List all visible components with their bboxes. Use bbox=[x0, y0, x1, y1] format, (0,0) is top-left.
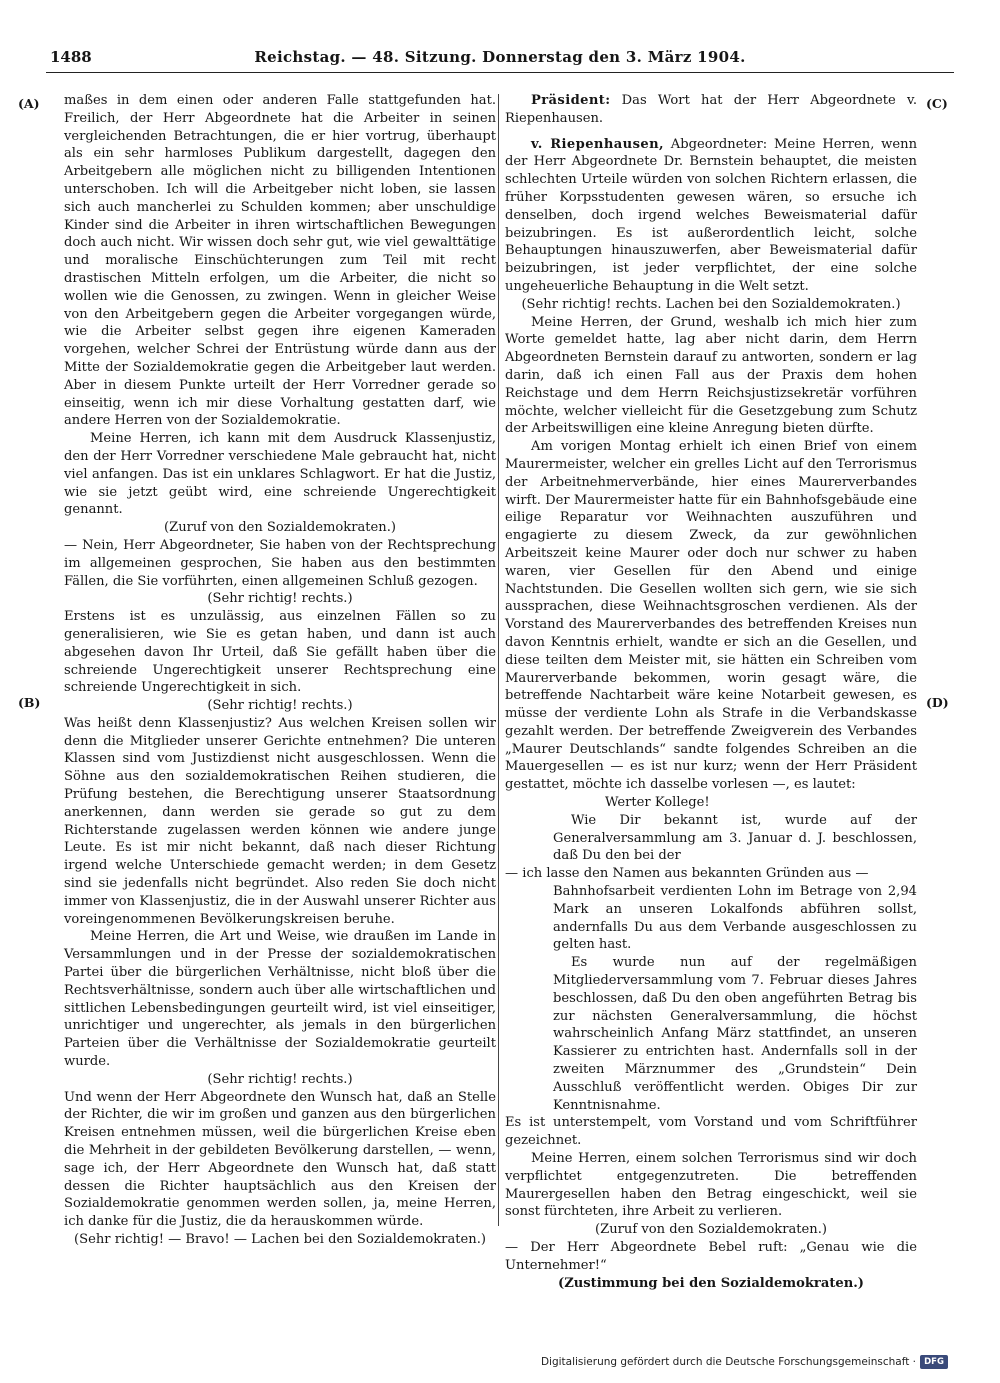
running-head: Reichstag. — 48. Sitzung. Donnerstag den 3. März 1904. bbox=[254, 48, 746, 66]
letter-paragraph: Es wurde nun auf der regelmäßigen Mitgliederversammlung vom 7. Februar dieses Jahres beschlossen, daß Du den oben angeführten Betrag bis zur nächsten Generalversammlung, die höchst wahrscheinlich Anfang März stattfindet, an unseren Kassierer zu entrichten hast. Andernfalls soll in der zweiten Märznummer des „Grundstein“ Dein Ausschluß veröffentlicht werden. Obiges Dir zur Kenntnisnahme. bbox=[553, 955, 917, 1113]
paragraph: — Nein, Herr Abgeordneter, Sie haben von der Rechtsprechung im allgemeinen gesprochen, Sie haben aus den bestimmten Fällen, die Sie vorführten, einen allgemeinen Schluß gezogen. bbox=[64, 537, 496, 589]
page-number: 1488 bbox=[50, 48, 92, 66]
interjection: (Sehr richtig! rechts.) bbox=[207, 591, 353, 607]
digitization-credit bbox=[541, 1355, 948, 1369]
column-divider bbox=[498, 94, 499, 1226]
paragraph: — Der Herr Abgeordnete Bebel ruft: „Genau wie die Unternehmer!“ bbox=[505, 1240, 917, 1273]
paragraph: Erstens ist es unzulässig, aus einzelnen Fällen so zu generalisieren, wie Sie es getan haben, und dann ist auch abgesehen davon Ihr Urteil, daß Sie gefällt haben über die schreiende Ungerechtigkeit unserer Rechtsprechung eine schreiende Ungerechtigkeit in sich. bbox=[64, 609, 496, 696]
speaker-name: v. Riepenhausen, bbox=[531, 136, 664, 152]
interjection: (Zuruf von den Sozialdemokraten.) bbox=[594, 1222, 828, 1238]
paragraph: Meine Herren, der Grund, weshalb ich mich hier zum Worte gemeldet hatte, lag aber nicht darin, dem Herrn Abgeordneten Bernstein darauf zu antworten, sondern er lag darin, daß ich einen Fall aus der Praxis dem hohen Reichstage und dem Herrn Reichsjustizsekretär vorführen möchte, welcher vielleicht für die Gesetzgebung zum Schutz der Arbeitswilligen eine kleine Anregung bieten dürfte. bbox=[505, 314, 917, 437]
page-header bbox=[46, 46, 954, 73]
president-statement: Präsident: Das Wort hat der Herr Abgeordnete v. Riepenhausen. bbox=[505, 93, 917, 126]
letter-aside: — ich lasse den Namen aus bekannten Gründen aus — bbox=[505, 866, 869, 882]
interjection: (Sehr richtig! rechts.) bbox=[207, 1071, 353, 1087]
left-column bbox=[64, 92, 496, 1249]
credit-text: Digitalisierung gefördert durch die Deutsche Forschungsgemeinschaft · bbox=[540, 1356, 916, 1368]
paragraph: maßes in dem einen oder anderen Falle stattgefunden hat. Freilich, der Herr Abgeordnete hat die Arbeiter in seinen vergleichenden Betrachtungen, die er hier vortrug, überhaupt als ein sehr harmloses Publikum dargestellt, dagegen den Arbeitgebern alle möglichen nicht zu billigenden Intentionen unterschoben. Ich will die Arbeitgeber nicht loben, sie lassen sich auch mancherlei zu Schulden kommen; aber unschuldige Kinder sind die Arbeiter in ihren wirtschaftlichen Bewegungen doch auch nicht. Wir wissen doch sehr gut, wie viel gewalttätige und moralische Einschüchterungen zum Teil mit recht drastischen Mitteln erfolgen, um die Arbeiter, die nicht so wollen wie die Genossen, zu zwingen. Wenn in gleicher Weise von den Arbeitgebern gegen die Arbeiter vorgegangen würde, wie die Arbeiter selbst gegen ihre eigenen Kameraden vorgehen, welcher Schrei der Entrüstung würde dann aus der Mitte der Sozialdemokratie gegen die Arbeitgeber laut werden. Aber in diesem Punkte urteilt der Herr Vorredner gerade so einseitig, wenn ich mir diese Vorhaltung gestatten darf, wie andere Herren von der Sozialdemokratie. bbox=[64, 93, 496, 429]
letter-paragraph: Wie Dir bekannt ist, wurde auf der Generalversammlung am 3. Januar d. J. beschlossen, daß Du den bei der bbox=[553, 812, 917, 864]
interjection: (Sehr richtig! rechts. Lachen bei den Sozialdemokraten.) bbox=[521, 296, 901, 312]
margin-marker-a: (A) bbox=[18, 96, 40, 111]
paragraph: Was heißt denn Klassenjustiz? Aus welchen Kreisen sollen wir denn die Mitglieder unserer Gerichte entnehmen? Die unteren Klassen sind vom Justizdienst nicht ausgeschlossen. Wenn die Söhne aus den sozialdemokratischen Reihen studieren, die Prüfung bestehen, die Berechtigung unserer Staatsordnung anerkennen, dann werden sie gerade so gut zu dem Richterstande zugelassen werden können wie andere junge Leute. Es ist mir nicht bekannt, daß nach dieser Richtung irgend welche Unterschiede gemacht werden; in dem Gesetz sind sie jedenfalls nicht begründet. Also reden Sie doch nicht immer von Klassenjustiz, die in der Auswahl unserer Richter aus voreingenommenen Bevölkerungskreisen beruhe. bbox=[64, 715, 496, 927]
paragraph: Am vorigen Montag erhielt ich einen Brief von einem Maurermeister, welcher ein grelles Licht auf den Terrorismus der Arbeitnehmerverbände, hier eines Maurerverbandes wirft. Der Maurermeister hatte für ein Bahnhofsgebäude eine eilige Reparatur vor Weihnachten auszuführen und engagierte zu diesem Zweck, da zur gewöhnlichen Arbeitszeit keine Maurer oder doch nur schwer zu haben waren, vier Gesellen für den Abend und einige Nachtstunden. Die Gesellen wollten sich gern, wie sie sich aussprachen, diese Weihnachtsgroschen verdienen. Als der Vorstand des Maurerverbandes des betreffenden Kreises nun davon Kenntnis erhielt, wandte er sich an die Gesellen, und diese teilten dem Meister mit, sie hätten ein Schreiben vom Maurerverbande bekommen, worin gesagt wäre, die betreffende Nachtarbeit wäre keine Notarbeit gewesen, es müsse der verdiente Lohn als Strafe in die Verbandskasse gezahlt werden. Der betreffende Zweigverein des Verbandes „Maurer Deutschlands“ sandte folgendes Schreiben an die Mauergesellen — es ist nur kurz; wenn der Herr Präsident gestattet, möchte ich dasselbe vorlesen —, es lautet: bbox=[505, 439, 917, 793]
interjection: (Sehr richtig! — Bravo! — Lachen bei den Sozialdemokraten.) bbox=[74, 1232, 486, 1247]
speech-opening: v. Riepenhausen, Abgeordneter: Meine Herren, wenn der Herr Abgeordnete Dr. Bernstein behauptet, die meisten schlechten Urteile würden von solchen Richtern erlassen, die früher Korpsstudenten gewesen wären, so ersuche ich denselben, doch irgend welches Beweismaterial dafür beizubringen. Es ist außerordentlich leicht, solche Behauptungen hinauszuwerfen, aber Beweismaterial dafür beizubringen, ist jeder verpflichtet, der eine solche ungeheuerliche Behauptung in die Welt setzt. bbox=[505, 136, 917, 294]
interjection: (Zustimmung bei den Sozialdemokraten.) bbox=[558, 1275, 864, 1291]
right-column bbox=[505, 92, 917, 1292]
paragraph: Meine Herren, einem solchen Terrorismus sind wir doch verpflichtet entgegenzutreten. Die betreffenden Maurergesellen haben den Betrag eingeschickt, weil sie sonst fürchteten, ihre Arbeit zu verlieren. bbox=[505, 1151, 917, 1220]
letter-salutation: Werter Kollege! bbox=[605, 795, 710, 811]
dfg-logo-icon: DFG bbox=[920, 1355, 948, 1369]
speaker-name: Präsident: bbox=[531, 93, 611, 108]
margin-marker-b: (B) bbox=[18, 695, 41, 710]
speaker-role: Abgeordneter: bbox=[670, 136, 768, 152]
letter-paragraph: Bahnhofsarbeit verdienten Lohn im Betrage von 2,94 Mark an unseren Lokalfonds abführen sollst, andernfalls Du aus dem Verbande ausgeschlossen zu gelten hast. bbox=[553, 884, 917, 953]
margin-marker-d: (D) bbox=[926, 695, 949, 710]
interjection: (Sehr richtig! rechts.) bbox=[207, 698, 353, 714]
paragraph: Meine Herren, die Art und Weise, wie draußen im Lande in Versammlungen und in der Presse der sozialdemokratischen Partei über die bürgerlichen Verhältnisse, nicht bloß über die Rechtsverhältnisse, sondern auch über alle wirtschaftlichen und sittlichen Lebensbedingungen geurteilt wird, ist viel einseitiger, unrichtiger und ungerechter, als jemals in den bürgerlichen Parteien über die Verhältnisse der Sozialdemokratie geurteilt wurde. bbox=[64, 929, 496, 1070]
margin-marker-c: (C) bbox=[926, 96, 948, 111]
paragraph: Es ist unterstempelt, vom Vorstand und vom Schriftführer gezeichnet. bbox=[505, 1115, 917, 1149]
interjection: (Zuruf von den Sozialdemokraten.) bbox=[163, 520, 397, 536]
paragraph: Und wenn der Herr Abgeordnete den Wunsch hat, daß an Stelle der Richter, die wir im großen und ganzen aus den bürgerlichen Kreisen entnehmen müssen, weil die bürgerlichen Kreise eben die Mehrheit in der gebildeten Bevölkerung darstellen, — wenn, sage ich, der Herr Abgeordnete den Wunsch hat, daß statt dessen die Richter hauptsächlich aus den Kreisen der Sozialdemokratie genommen werden sollen, ja, meine Herren, ich danke für die Justiz, die da herauskommen würde. bbox=[64, 1089, 496, 1230]
paragraph: Meine Herren, ich kann mit dem Ausdruck Klassenjustiz, den der Herr Vorredner verschiedene Male gebraucht hat, nicht viel anfangen. Das ist ein unklares Schlagwort. Er hat die Justiz, wie sie jetzt geübt wird, eine schreiende Ungerechtigkeit genannt. bbox=[64, 431, 496, 518]
